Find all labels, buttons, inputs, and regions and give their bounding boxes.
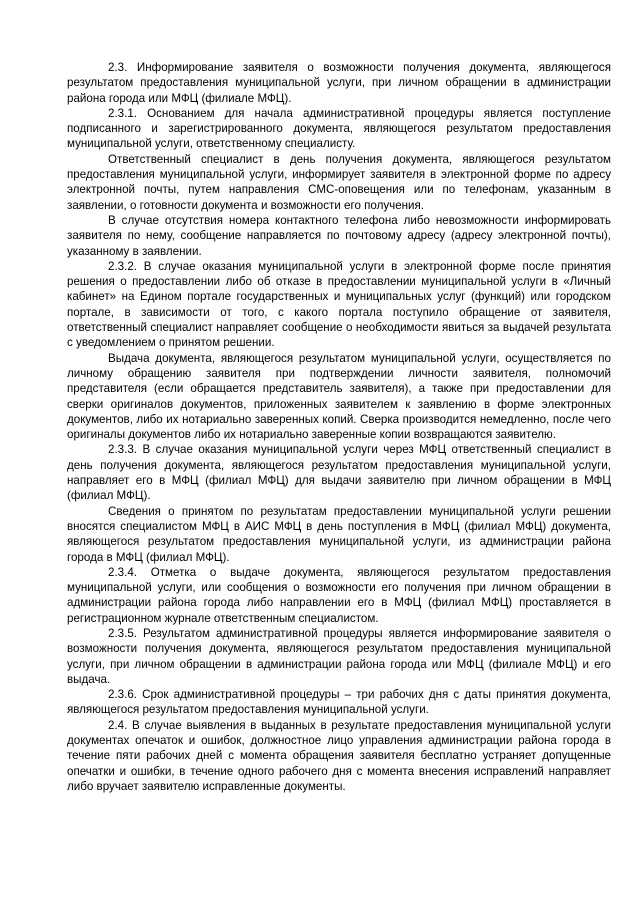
paragraph-issuance: Выдача документа, являющегося результатом муниципальной услуги, осуществляется по личному обращению заявителя при подтверждении личности заявителя, полномочий представителя (если обращается представитель заявителя), а также при предоставлении для сверки оригиналов документов, приложенных заявителем к заявлению в форме электронных документов, либо их нотариально заверенных копий. Сверка производится немедленно, после чего оригиналы документов либо их нотариально заверенные копии возвращаются заявителю. (67, 351, 611, 442)
paragraph-2-3-1: 2.3.1. Основанием для начала административной процедуры является поступление подписанного и зарегистрированного документа, являющегося результатом предоставления муниципальной услуги, ответственному специалисту. (67, 106, 611, 151)
paragraph-responsible-specialist: Ответственный специалист в день получения документа, являющегося результатом предоставления муниципальной услуги, информирует заявителя в электронной форме по адресу электронной почты, путем направления СМС-оповещения или по телефонам, указанным в заявлении, о готовности документа и возможности его получения. (67, 152, 611, 212)
document-page (67, 60, 611, 794)
paragraph-2-3-4: 2.3.4. Отметка о выдаче документа, являющегося результатом предоставления муниципальной услуги, или сообщения о возможности его получения при личном обращении в администрации района города либо направлении его в МФЦ (филиал МФЦ) проставляется в регистрационном журнале ответственным специалистом. (67, 565, 611, 625)
paragraph-2-4: 2.4. В случае выявления в выданных в результате предоставления муниципальной услуги документах опечаток и ошибок, должностное лицо управления администрации района города в течение пяти рабочих дней с момента обращения заявителя бесплатно устраняет допущенные опечатки и ошибки, в течение одного рабочего дня с момента внесения исправлений направляет либо вручает заявителю исправленные документы. (67, 718, 611, 793)
paragraph-mfc-info: Сведения о принятом по результатам предоставлении муниципальной услуги решении вносятся специалистом МФЦ в АИС МФЦ в день поступления в МФЦ (филиал МФЦ) документа, являющегося результатом предоставления муниципальной услуги, из администрации района города в МФЦ (филиал МФЦ). (67, 504, 611, 564)
paragraph-2-3-5: 2.3.5. Результатом административной процедуры является информирование заявителя о возможности получения документа, являющегося результатом предоставления муниципальной услуги, при личном обращении в администрации района города или МФЦ (филиале МФЦ) и его выдача. (67, 626, 611, 686)
paragraph-2-3: 2.3. Информирование заявителя о возможности получения документа, являющегося результатом предоставления муниципальной услуги, при личном обращении в администрации района города или МФЦ (филиале МФЦ). (67, 61, 611, 105)
paragraph-2-3-2: 2.3.2. В случае оказания муниципальной услуги в электронной форме после принятия решения о предоставлении либо об отказе в предоставлении муниципальной услуги в «Личный кабинет» на Едином портале государственных и муниципальных услуг (функций) или городском портале, в зависимости от того, с какого портала поступило обращение от заявителя, ответственный специалист направляет сообщение о необходимости явиться за выдачей результата с уведомлением о принятом решении. (67, 259, 611, 350)
paragraph-2-3-3: 2.3.3. В случае оказания муниципальной услуги через МФЦ ответственный специалист в день получения документа, являющегося результатом предоставления муниципальной услуги, направляет его в МФЦ (филиал МФЦ) для выдачи заявителю при личном обращении в МФЦ (филиал МФЦ). (67, 443, 611, 503)
paragraph-no-phone: В случае отсутствия номера контактного телефона либо невозможности информировать заявителя по нему, сообщение направляется по почтовому адресу (адресу электронной почты), указанному в заявлении. (67, 213, 611, 258)
paragraph-2-3-6: 2.3.6. Срок административной процедуры – три рабочих дня с даты принятия документа, являющегося результатом предоставления муниципальной услуги. (67, 688, 611, 717)
